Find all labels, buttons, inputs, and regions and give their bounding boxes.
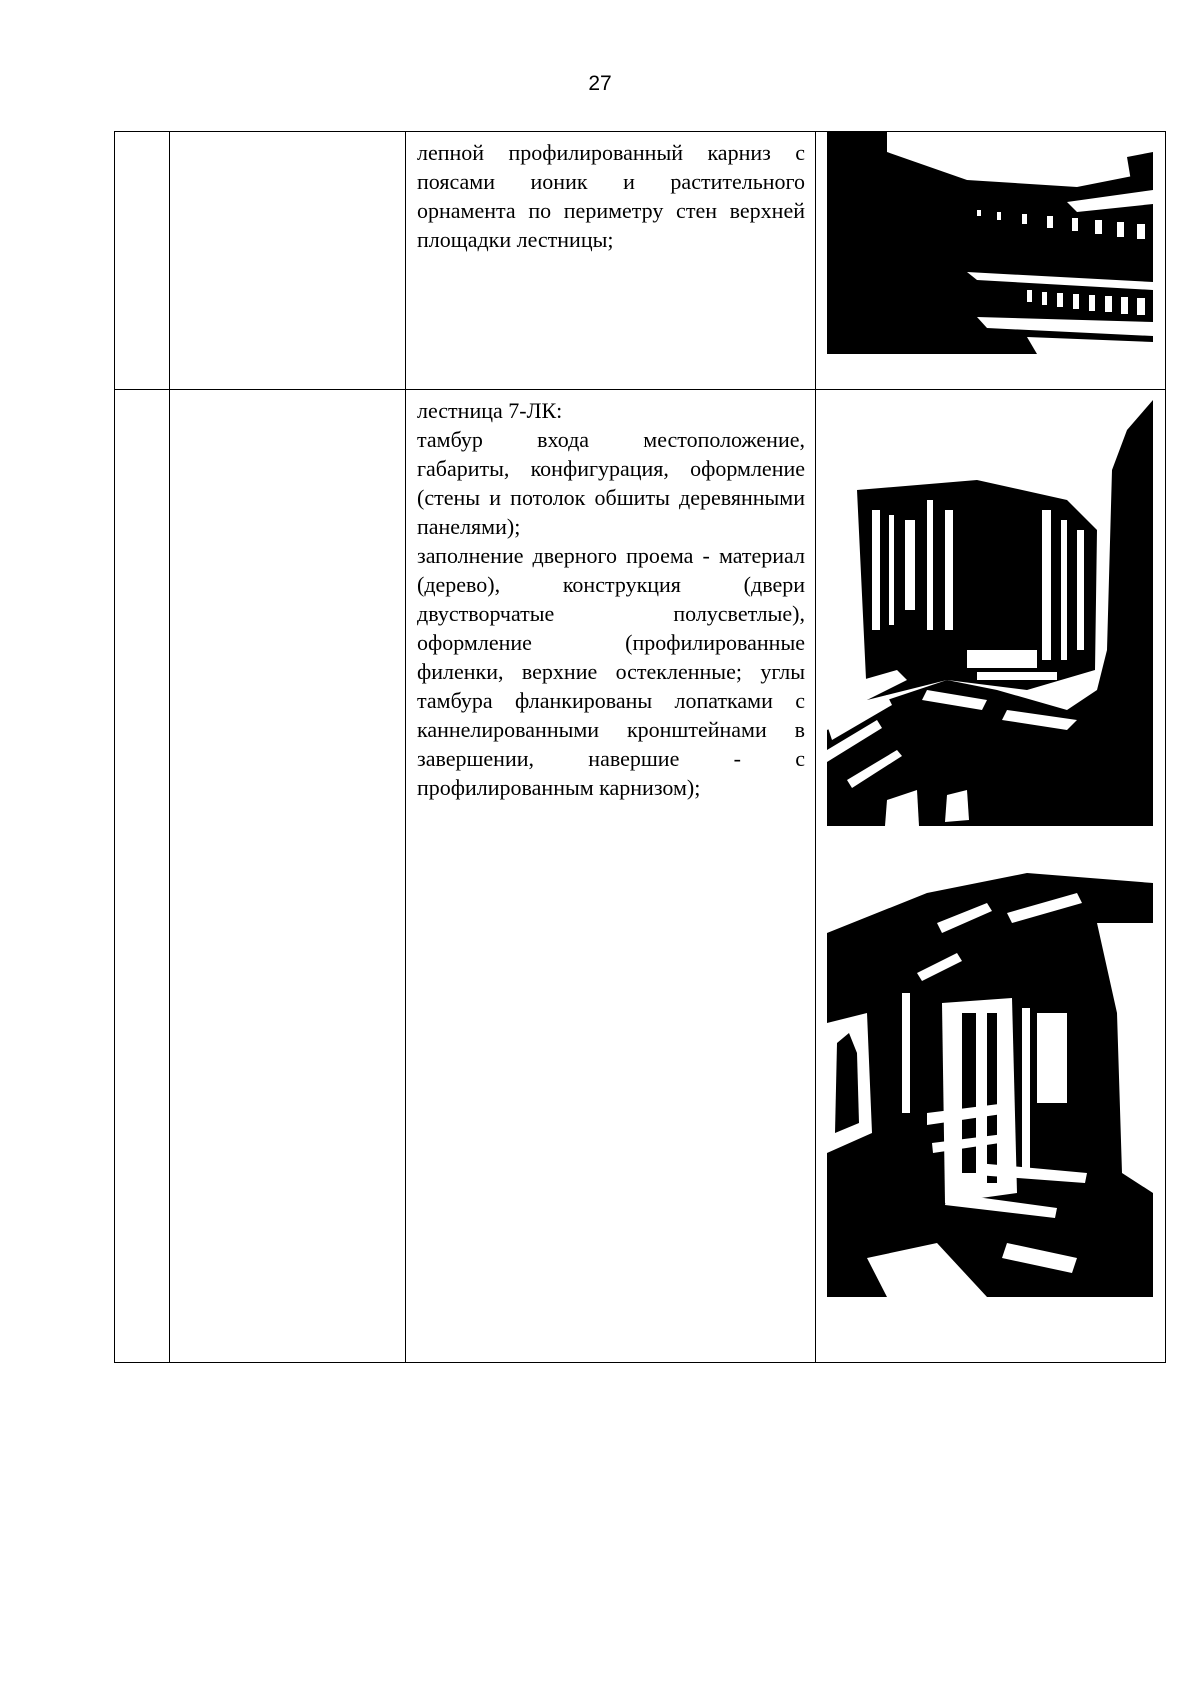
description-heading: лестница 7-ЛК: — [417, 398, 563, 423]
number-cell — [115, 390, 170, 1363]
photo-cell — [816, 132, 1166, 390]
table-row — [115, 390, 1166, 1363]
description-text: лепной профилированный карниз с поясами ионик и растительного орнамента по периметру стен верхней площадки лестницы; — [417, 140, 805, 252]
object-cell — [170, 390, 406, 1363]
cornice-photo — [827, 132, 1153, 354]
vestibule-door-photo — [827, 863, 1153, 1297]
table-row — [115, 132, 1166, 390]
description-cell — [406, 390, 816, 1363]
page-number: 27 — [588, 72, 612, 95]
object-cell — [170, 132, 406, 390]
description-text: тамбур входа местоположение, габариты, конфигурация, оформление (стены и потолок обшиты деревянными панелями); — [417, 427, 805, 539]
number-cell — [115, 132, 170, 390]
description-text: заполнение дверного проема - материал (дерево), конструкция (двери двустворчатые полусветлые), оформление (профилированные филенки, верхние остекленные; углы тамбура фланкированы лопатками с каннелированными кронштейнами в завершении, навершие - с профилированным карнизом); — [417, 543, 805, 800]
monument-table — [114, 131, 1166, 1363]
vestibule-photo — [827, 390, 1153, 826]
description-cell — [406, 132, 816, 390]
photo-cell — [816, 390, 1166, 1363]
